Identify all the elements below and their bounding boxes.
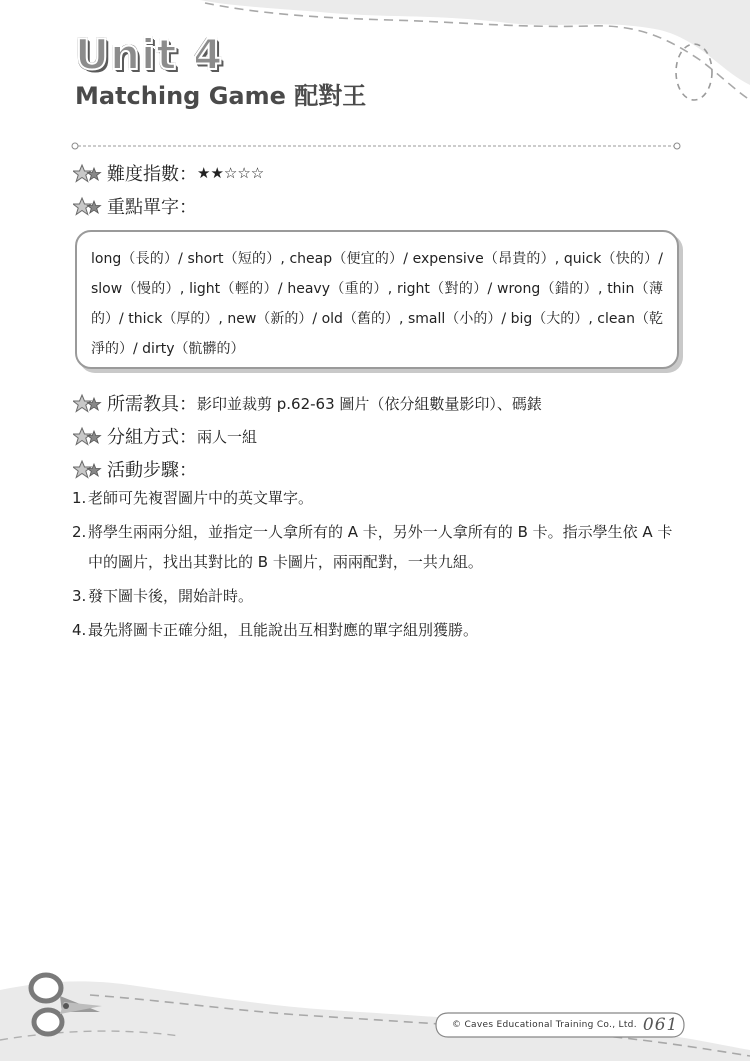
grouping-value: 兩人一組 [197,427,258,446]
grouping-row [73,423,257,449]
step-number: 4. [72,621,87,639]
star-pair-icon [73,162,103,184]
grouping-label: 分組方式： [107,427,197,448]
list-item [72,581,684,611]
step-number: 2. [72,523,87,541]
unit-title: Unit 4 [75,30,224,79]
circle-decoration [676,44,712,100]
difficulty-stars: ★★☆☆☆ [197,164,265,182]
key-words-row [73,193,197,219]
vocab-text: long（長的）/ short（短的）, cheap（便宜的）/ expensive（昂貴的）, quick（快的）/ slow（慢的）, light（輕的）/ heavy（重的）, right（對的）/ wrong（錯的）, thin（薄的）/ thick（厚的）, new（新的）/ old（舊的）, small（小的）/ big（大的）, clean（乾淨的）/ dirty（骯髒的） [91,251,663,357]
step-number: 3. [72,587,87,605]
steps-row [73,456,197,482]
list-item [72,483,684,513]
star-pair-icon [73,458,103,480]
steps-label: 活動步驟： [107,460,197,481]
step-text: 最先將圖卡正確分組，且能說出互相對應的單字組別獲勝。 [88,621,479,639]
step-text: 發下圖卡後，開始計時。 [88,587,254,605]
materials-value: 影印並裁剪 p.62-63 圖片（依分組數量影印）、碼錶 [197,394,542,413]
list-item [72,517,684,577]
difficulty-row [73,160,264,186]
step-number: 1. [72,489,87,507]
star-pair-icon [73,392,103,414]
materials-row [73,390,542,416]
step-text: 老師可先複習圖片中的英文單字。 [88,489,314,507]
list-item [72,615,684,645]
copyright-text: © Caves Educational Training Co., Ltd. [452,1020,637,1030]
difficulty-label: 難度指數： [107,164,197,185]
vocab-box [75,230,679,369]
step-text: 將學生兩兩分組，並指定一人拿所有的 A 卡，另外一人拿所有的 B 卡。指示學生依 A 卡中的圖片，找出其對比的 B 卡圖片，兩兩配對，一共九組。 [88,523,673,571]
star-pair-icon [73,425,103,447]
star-pair-icon [73,195,103,217]
page-number: 061 [642,1015,679,1035]
key-words-label: 重點單字： [107,197,197,218]
steps-list [72,483,684,649]
footer [452,1012,680,1038]
materials-label: 所需教具： [107,394,197,415]
page-title: Matching Game 配對王 [75,82,367,110]
